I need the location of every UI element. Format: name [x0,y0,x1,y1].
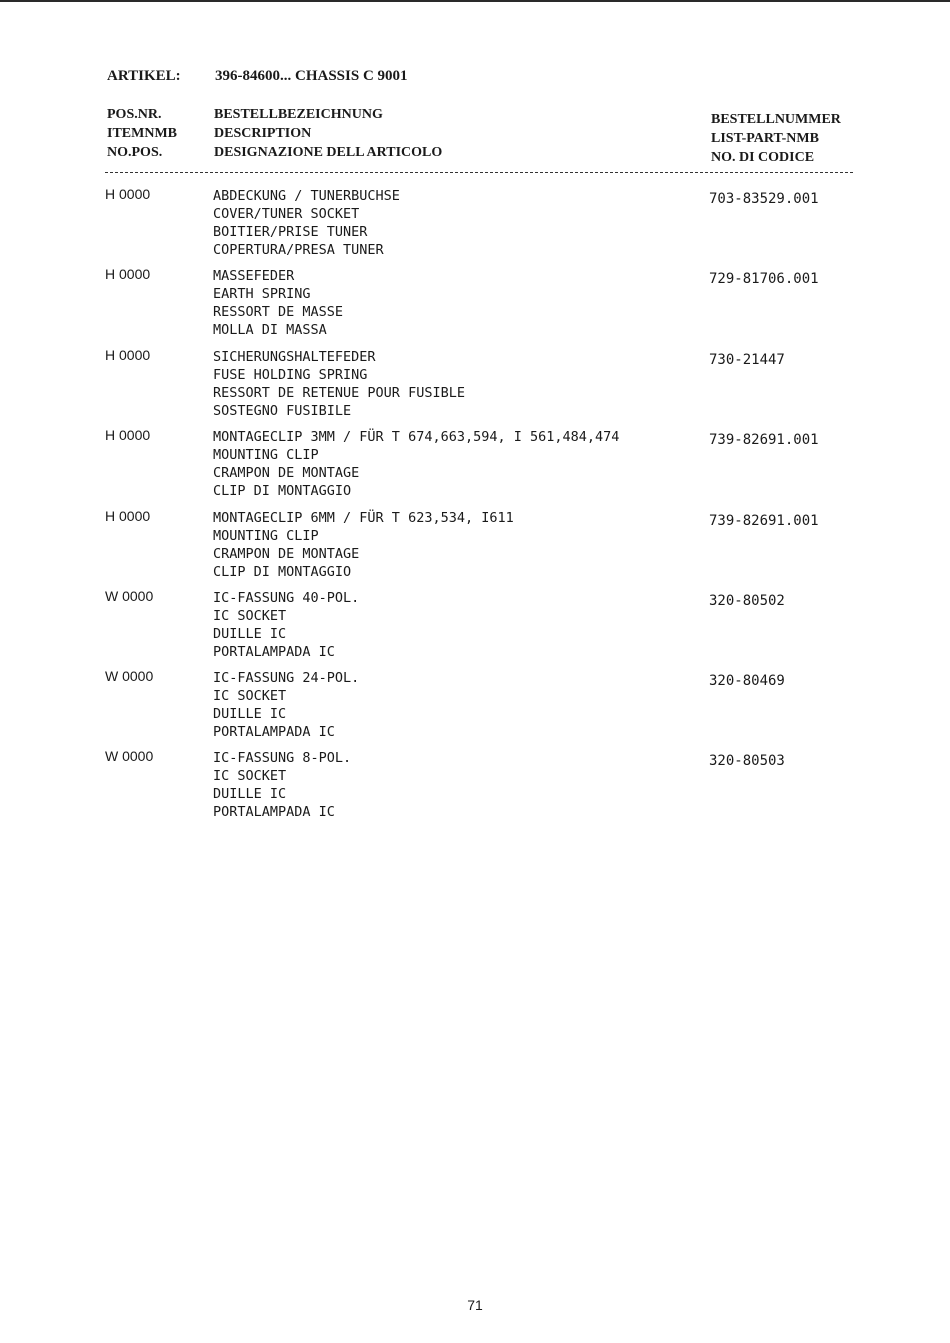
description-line: PORTALAMPADA IC [213,724,335,740]
item-description [213,749,351,821]
item-part-number: 739-82691.001 [709,513,819,529]
item-part-number: 320-80503 [709,753,785,769]
parts-list-item [0,667,950,747]
item-position: H 0000 [105,427,151,443]
description-line: DUILLE IC [213,786,287,802]
column-header-description [214,105,442,162]
description-line: MONTAGECLIP 3MM / FÜR T 674,663,594, I 561,484,474 [213,429,620,445]
description-line: FUSE HOLDING SPRING [213,367,368,383]
item-position: H 0000 [105,186,151,202]
item-description [213,267,343,339]
column-header-line: NO. DI CODICE [711,150,815,165]
column-header-line: ITEMNMB [107,126,177,141]
page-number: 71 [467,1297,483,1313]
description-line: IC SOCKET [213,688,287,704]
description-line: CLIP DI MONTAGGIO [213,564,352,580]
description-line: CRAMPON DE MONTAGE [213,465,360,481]
description-line: RESSORT DE MASSE [213,304,344,320]
item-position: W 0000 [105,748,154,764]
item-position: W 0000 [105,588,154,604]
item-description [213,669,359,741]
item-description [213,589,359,661]
item-description [213,509,514,581]
description-line: IC SOCKET [213,608,287,624]
artikel-label: ARTIKEL: [107,68,181,84]
description-line: IC-FASSUNG 8-POL. [213,750,352,766]
column-header-line: LIST-PART-NMB [711,131,819,146]
column-header-line: DESCRIPTION [214,126,312,141]
item-part-number: 320-80469 [709,673,785,689]
description-line: SOSTEGNO FUSIBILE [213,403,352,419]
parts-list-item [0,747,950,827]
description-line: PORTALAMPADA IC [213,804,335,820]
artikel-value: 396-84600... CHASSIS C 9001 [215,68,408,84]
column-header-line: NO.POS. [107,145,163,160]
item-position: W 0000 [105,668,154,684]
column-header-line: BESTELLNUMMER [711,112,841,127]
description-line: COVER/TUNER SOCKET [213,206,360,222]
description-line: SICHERUNGSHALTEFEDER [213,349,376,365]
description-line: MOLLA DI MASSA [213,322,327,338]
description-line: DUILLE IC [213,626,287,642]
item-position: H 0000 [105,266,151,282]
column-header-line: BESTELLBEZEICHNUNG [214,107,383,122]
item-part-number: 739-82691.001 [709,432,819,448]
description-line: IC-FASSUNG 24-POL. [213,670,360,686]
item-part-number: 730-21447 [709,352,785,368]
parts-list-item [0,507,950,587]
description-line: IC SOCKET [213,768,287,784]
description-line: MOUNTING CLIP [213,528,319,544]
parts-list-item [0,587,950,667]
description-line: MONTAGECLIP 6MM / FÜR T 623,534, I611 [213,510,514,526]
parts-list-item [0,346,950,426]
description-line: MASSEFEDER [213,268,295,284]
column-header-part-number [711,110,841,167]
description-line: CRAMPON DE MONTAGE [213,546,360,562]
item-position: H 0000 [105,508,151,524]
parts-list-item [0,426,950,506]
description-line: IC-FASSUNG 40-POL. [213,590,360,606]
item-description [213,187,400,259]
parts-list-item [0,185,950,265]
description-line: COPERTURA/PRESA TUNER [213,242,384,258]
column-header-position [107,105,177,162]
description-line: DUILLE IC [213,706,287,722]
item-part-number: 703-83529.001 [709,191,819,207]
column-header-line: POS.NR. [107,107,162,122]
item-part-number: 320-80502 [709,593,785,609]
item-position: H 0000 [105,347,151,363]
header-divider [105,172,853,173]
description-line: PORTALAMPADA IC [213,644,335,660]
item-part-number: 729-81706.001 [709,271,819,287]
parts-list-item [0,265,950,345]
description-line: BOITIER/PRISE TUNER [213,224,368,240]
column-header-line: DESIGNAZIONE DELL ARTICOLO [214,145,443,160]
item-description [213,428,619,500]
description-line: RESSORT DE RETENUE POUR FUSIBLE [213,385,465,401]
description-line: ABDECKUNG / TUNERBUCHSE [213,188,400,204]
page-top-edge [0,0,950,2]
description-line: CLIP DI MONTAGGIO [213,483,352,499]
description-line: EARTH SPRING [213,286,311,302]
item-description [213,348,465,420]
description-line: MOUNTING CLIP [213,447,319,463]
